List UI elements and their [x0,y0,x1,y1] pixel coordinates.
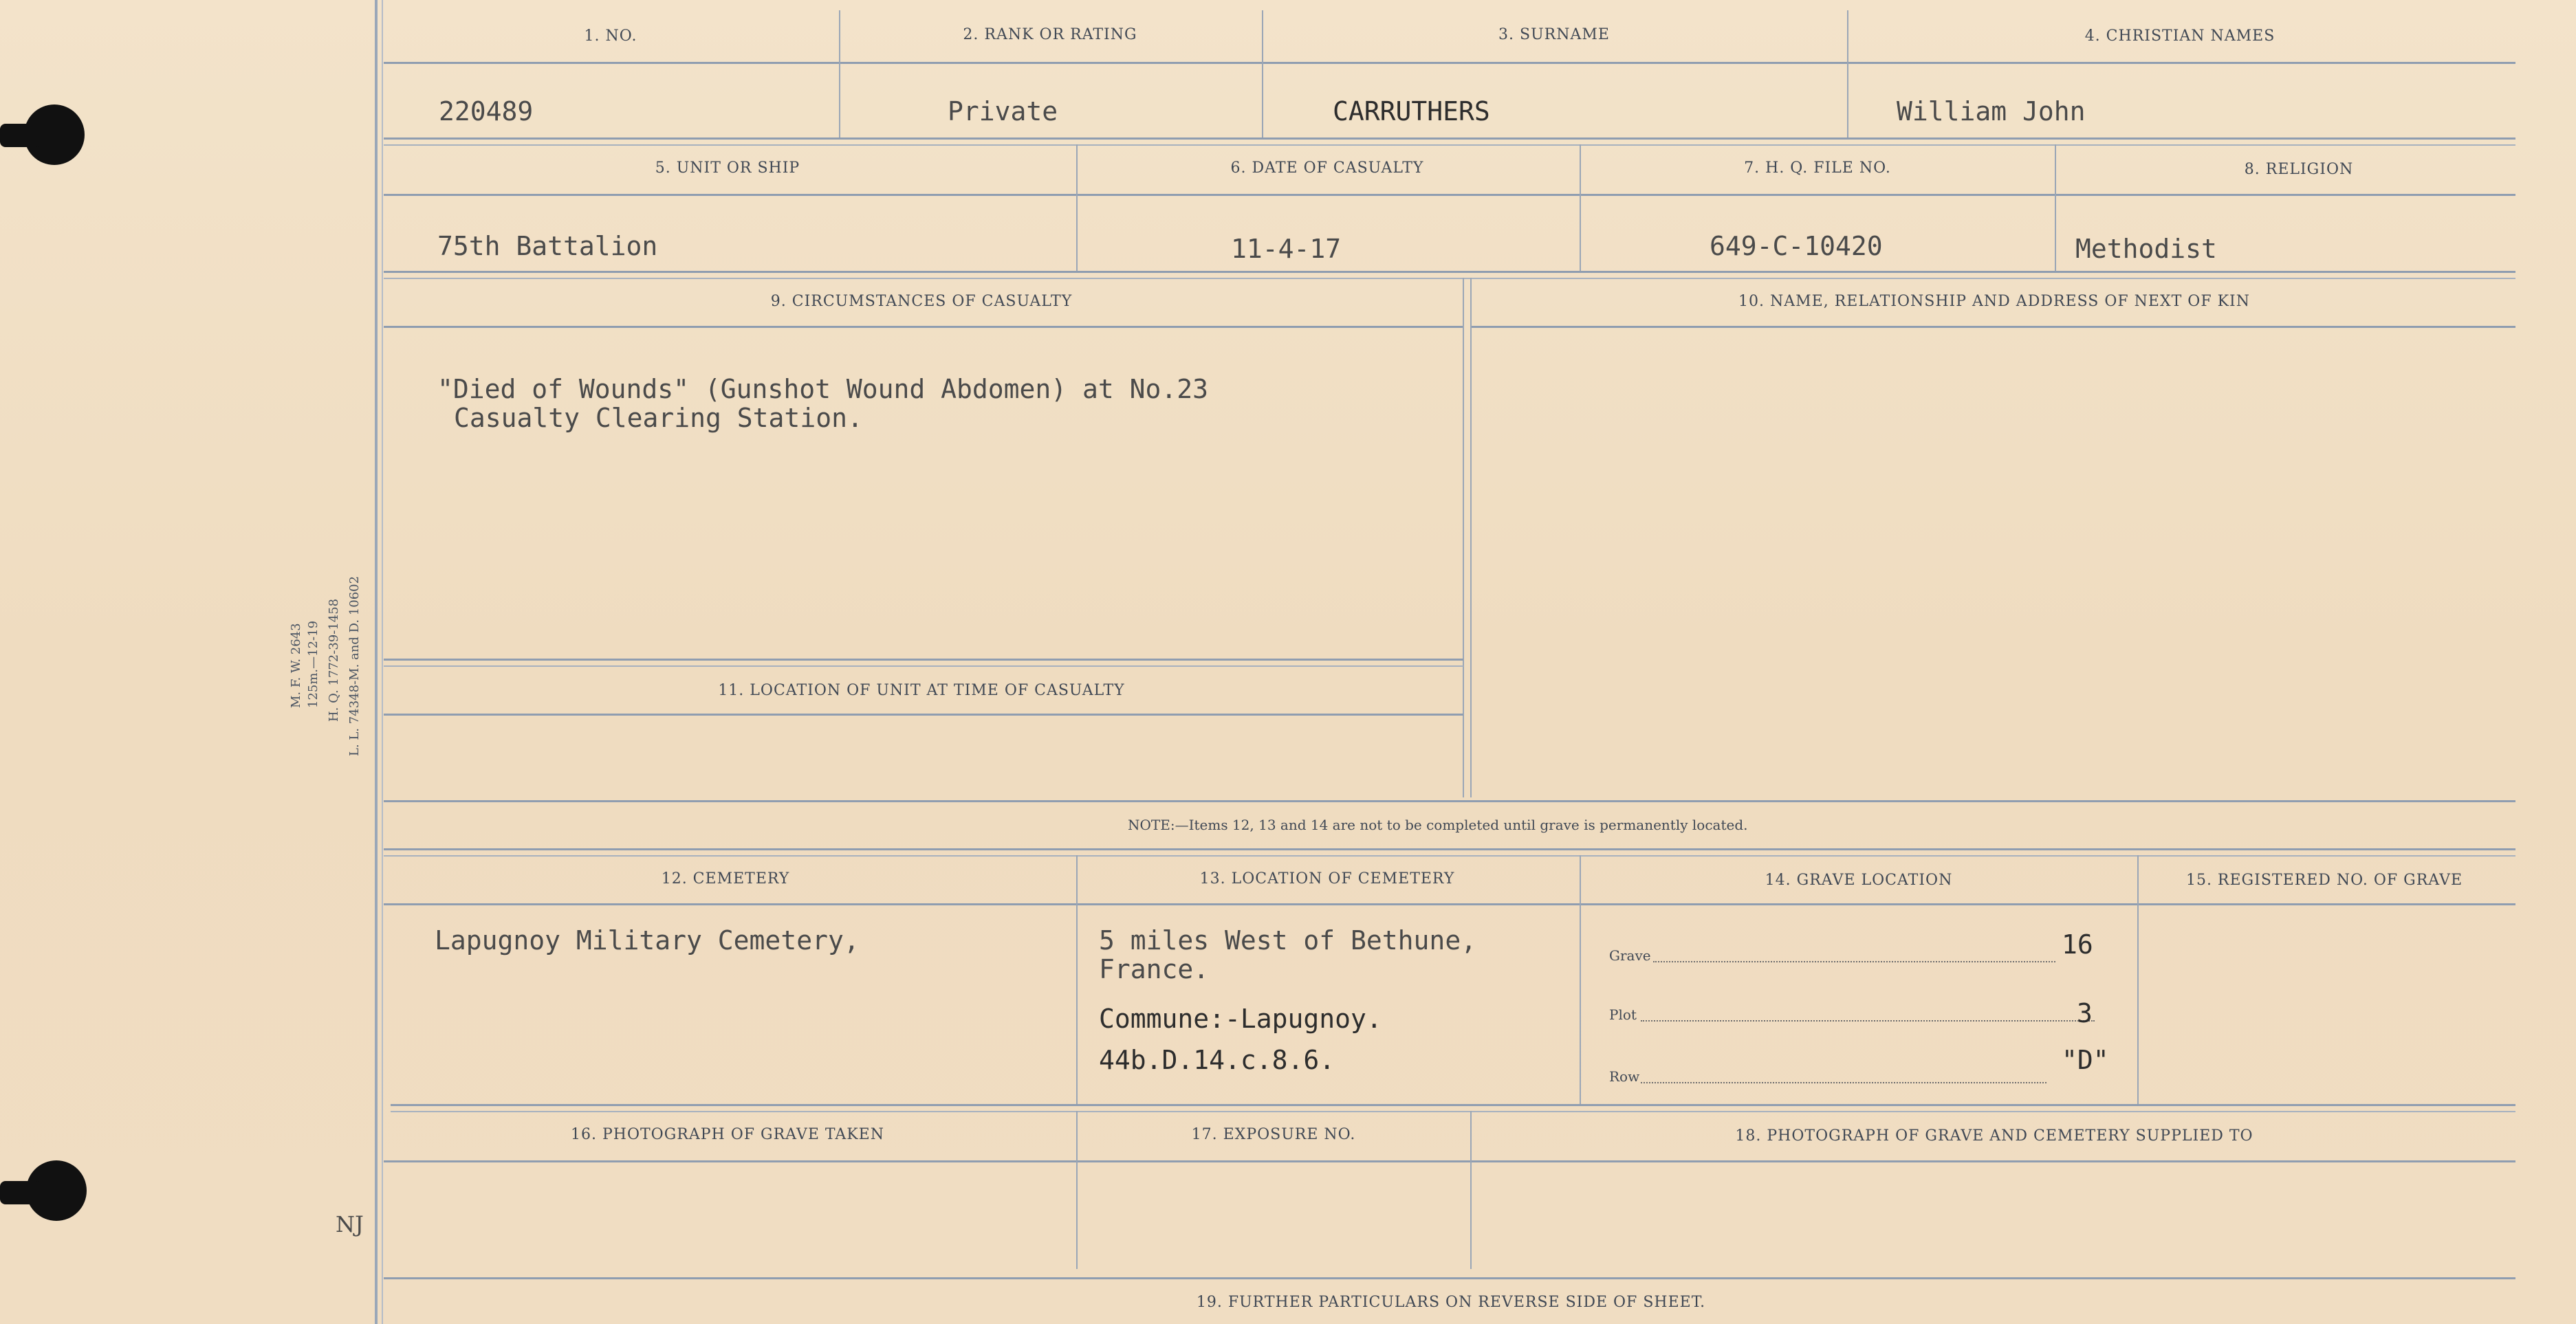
rule [384,714,1463,716]
note-text: NOTE:—Items 12, 13 and 14 are not to be completed until grave is permanently located. [1128,817,1748,833]
divider [1076,1111,1078,1269]
rule [391,1104,2515,1106]
label-location-of-cemetery: 13. LOCATION OF CEMETERY [1199,870,1455,887]
divider [1262,10,1263,137]
rule [384,903,2515,905]
rule [384,800,2515,802]
rule [384,278,2515,279]
divider [1470,1111,1472,1269]
label-photo-taken: 16. PHOTOGRAPH OF GRAVE TAKEN [571,1126,884,1143]
label-hq-file: 7. H. Q. FILE NO. [1744,159,1891,177]
value-cemetery-location-line2: France. [1099,954,1210,984]
margin-print-1: M. F. W. 2643 [289,623,303,708]
margin-print-3: H. Q. 1772-39-1458 [327,598,341,722]
value-no: 220489 [439,96,534,126]
label-photo-supplied: 18. PHOTOGRAPH OF GRAVE AND CEMETERY SUPPLIED TO [1735,1127,2253,1145]
margin-print-2: 125m.—12-19 [306,620,320,708]
label-cemetery: 12. CEMETERY [661,870,790,887]
rule [391,1111,2515,1112]
rule [384,137,2515,140]
value-initials: NJ [336,1211,364,1237]
value-hq-file: 649-C-10420 [1710,231,1883,261]
label-row: Row [1609,1068,1640,1085]
label-grave-location: 14. GRAVE LOCATION [1765,872,1953,889]
label-surname: 3. SURNAME [1498,26,1610,43]
row-dotted-line [1641,1082,2046,1083]
label-registered-no: 15. REGISTERED NO. OF GRAVE [2185,872,2463,889]
rule [384,62,2515,64]
value-row: "D" [2062,1045,2109,1075]
divider [1580,855,1581,1104]
divider [1470,278,1472,797]
label-no: 1. NO. [584,27,637,45]
value-rank: Private [948,96,1058,126]
grave-dotted-line [1653,961,2055,962]
value-cemetery-location-line4: 44b.D.14.c.8.6. [1099,1045,1335,1075]
value-plot: 3 [2077,998,2093,1028]
rule [1472,326,2515,328]
value-christian-names: William John [1897,96,2086,126]
label-unit: 5. UNIT OR SHIP [655,159,800,177]
rule [384,1277,2515,1279]
divider [1847,10,1848,137]
margin-rule-inner [382,0,383,1324]
divider [1076,855,1078,1104]
divider [1463,278,1464,797]
rule [384,271,2515,273]
value-cemetery-location-line3: Commune:-Lapugnoy. [1099,1004,1382,1034]
label-circumstances: 9. CIRCUMSTANCES OF CASUALTY [770,293,1073,310]
rule [384,144,2515,146]
label-next-of-kin: 10. NAME, RELATIONSHIP AND ADDRESS OF NEXT OF KIN [1738,293,2250,310]
divider [1580,144,1581,271]
value-grave: 16 [2062,929,2093,960]
value-religion: Methodist [2075,234,2217,264]
label-plot: Plot [1609,1006,1637,1023]
value-circumstances-line2: Casualty Clearing Station. [454,403,863,433]
divider [2055,144,2056,271]
rule [384,1160,2515,1162]
plot-dotted-line [1641,1020,2095,1022]
margin-rule [375,0,378,1324]
value-unit: 75th Battalion [437,231,658,261]
divider [2137,855,2139,1104]
divider [839,10,840,137]
rule [384,194,2515,196]
label-rank: 2. RANK OR RATING [963,26,1137,43]
value-cemetery: Lapugnoy Military Cemetery, [435,925,860,956]
divider [1076,144,1078,271]
value-date: 11-4-17 [1231,234,1342,264]
rule [384,659,1463,661]
value-surname: CARRUTHERS [1333,96,1490,126]
margin-print-4: L. L. 74348-M. and D. 10602 [347,575,362,756]
label-location-of-unit: 11. LOCATION OF UNIT AT TIME OF CASUALTY [718,682,1125,699]
value-circumstances-line1: "Died of Wounds" (Gunshot Wound Abdomen) at No.23 [437,374,1209,404]
label-exposure-no: 17. EXPOSURE NO. [1191,1126,1356,1143]
label-grave: Grave [1609,947,1651,964]
value-cemetery-location-line1: 5 miles West of Bethune, [1099,925,1477,956]
label-religion: 8. RELIGION [2244,161,2354,178]
label-christian-names: 4. CHRISTIAN NAMES [2084,27,2275,45]
rule [384,848,2515,850]
label-further-particulars: 19. FURTHER PARTICULARS ON REVERSE SIDE OF SHEET. [1196,1294,1706,1311]
rule [384,855,2515,857]
punch-hole-bottom-tail [0,1181,41,1204]
label-date: 6. DATE OF CASUALTY [1230,159,1424,177]
rule [384,665,1463,667]
rule [384,326,1463,328]
punch-hole-top-tail [0,124,41,147]
